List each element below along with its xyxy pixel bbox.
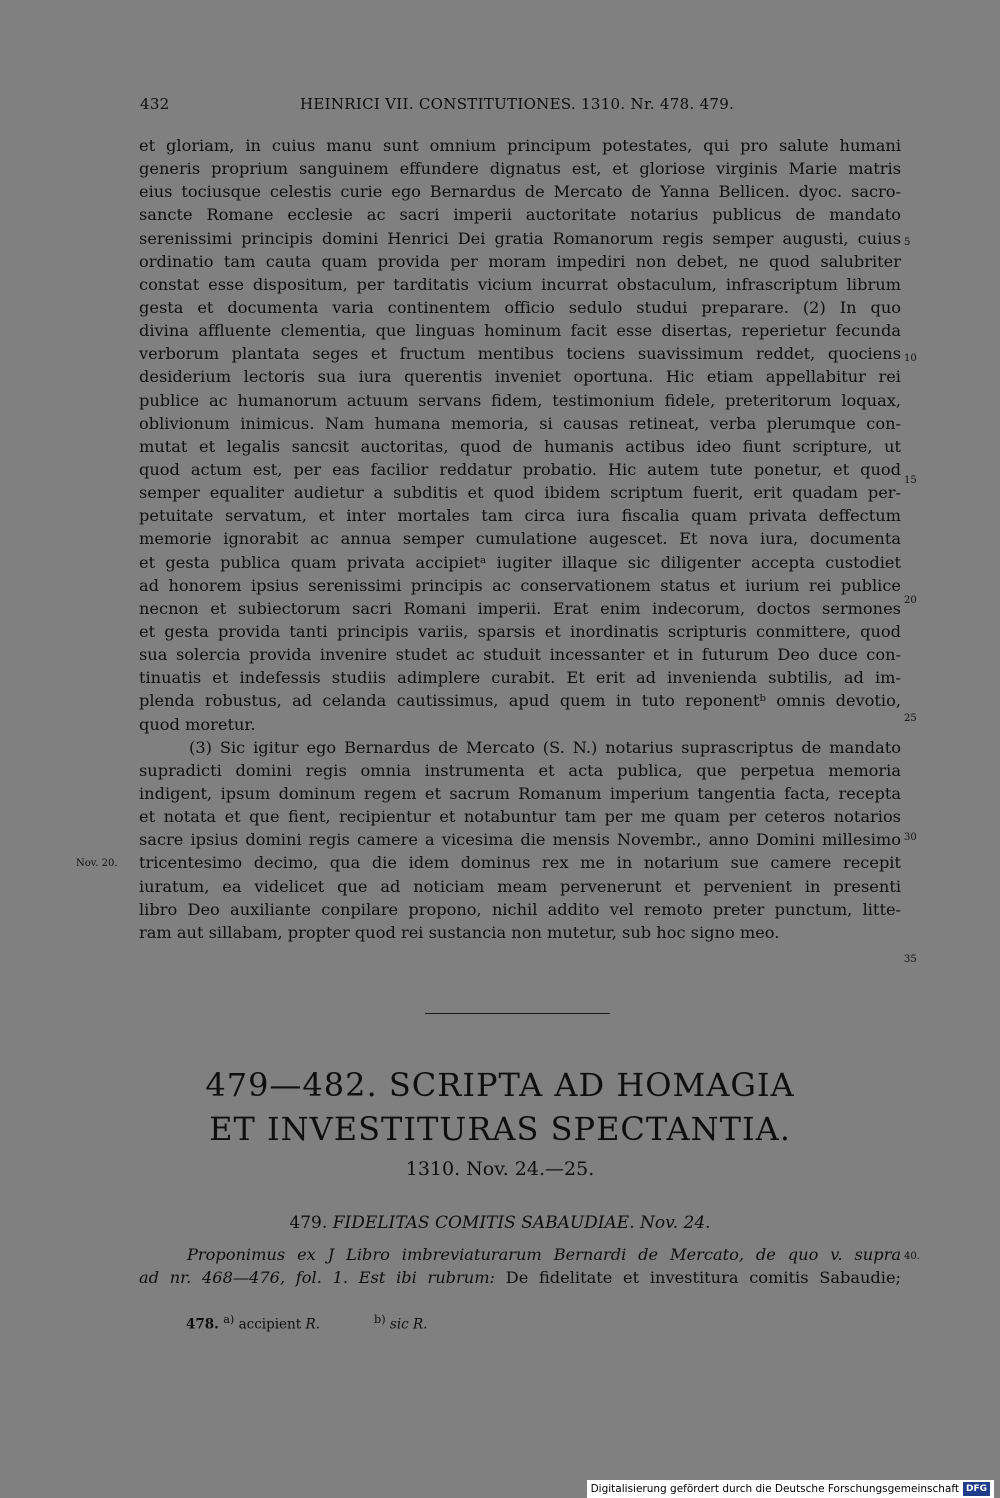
footnote-text: accipient bbox=[238, 1316, 302, 1333]
intro-line bbox=[139, 1266, 901, 1289]
text-line: desiderium lectoris sua iura querentis inveniet oportuna. Hic etiam appellabitur rei bbox=[139, 367, 901, 387]
footnote-b bbox=[374, 1313, 427, 1333]
text-line: gesta et documenta varia continentem officio sedulo studui preparare. (2) In quo bbox=[139, 297, 901, 317]
document-date: Nov. 24. bbox=[640, 1213, 711, 1233]
main-text bbox=[139, 134, 901, 944]
text-line: ordinatio tam cauta quam provida per moram impediri non debet, ne quod salubriter bbox=[139, 251, 901, 271]
text-line: necnon et subiectorum sacri Romani imperii. Erat enim indecorum, doctos sermones bbox=[139, 598, 901, 618]
footer-credit bbox=[587, 1480, 994, 1498]
line-number: 35 bbox=[904, 954, 917, 965]
line-number: 5 bbox=[904, 237, 911, 248]
margin-note: Nov. 20. bbox=[76, 858, 118, 869]
text-line: eius tociusque celestis curie ego Bernardus de Mercato de Yanna Bellicen. dyoc. sacro- bbox=[139, 182, 901, 202]
text-line: iuratum, ea videlicet que ad noticiam meam pervenerunt et pervenient in presenti bbox=[139, 876, 901, 896]
line-number: 15 bbox=[904, 475, 917, 486]
document-number: 479. bbox=[289, 1213, 328, 1233]
document-title: FIDELITAS COMITIS SABAUDIAE. bbox=[332, 1213, 635, 1233]
text-line: serenissimi principis domini Henrici Dei gratia Romanorum regis semper augusti, cuius bbox=[139, 228, 901, 248]
text-line: ram aut sillabam, propter quod rei sustancia non mutetur, sub hoc signo meo. bbox=[139, 922, 780, 942]
text-line: (3) Sic igitur ego Bernardus de Mercato (S. N.) notarius suprascriptus de mandato bbox=[189, 737, 901, 757]
text-line: constat esse dispositum, per tarditatis vicium incurrat obstaculum, infrascriptum librum bbox=[139, 274, 901, 294]
line-number: 10 bbox=[904, 353, 917, 364]
text-line: oblivionum inimicus. Nam humana memoria, si causas retineat, verba plerumque con- bbox=[139, 413, 901, 433]
text-line: petuitate servatum, et inter mortales tam circa iura fiscalia quam privata deffectum bbox=[139, 506, 901, 526]
text-line: divina affluente clementia, que linguas hominum facit esse disertas, reperietur fecunda bbox=[139, 321, 901, 341]
footnote-siglum: R. bbox=[305, 1316, 320, 1333]
text-line: sancte Romane ecclesie ac sacri imperii auctoritate notarius publicus de mandato bbox=[139, 205, 901, 225]
footnote-text: sic R. bbox=[389, 1316, 428, 1333]
section-title-line-2: ET INVESTITURAS SPECTANTIA. bbox=[209, 1110, 791, 1148]
text-line: quod actum est, per eas facilior reddatur probatio. Hic autem tute ponetur, et quod bbox=[139, 459, 901, 479]
text-line: publice ac humanorum actuum servans fidem, testimonium fidele, preteritorum loquax, bbox=[139, 390, 901, 410]
text-line: memorie ignorabit ac annua semper cumulatione augescet. Et nova iura, documenta bbox=[139, 529, 901, 549]
document-intro bbox=[139, 1243, 901, 1289]
separator-rule bbox=[425, 1013, 610, 1014]
text-line: plenda robustus, ad celanda cautissimus, apud quem in tuto reponentᵇ omnis devotio, bbox=[139, 691, 901, 711]
text-line: ad honorem ipsius serenissimi principis ac conservationem status et iurium rei publice bbox=[139, 575, 901, 595]
text-line: indigent, ipsum dominum regem et sacrum Romanum imperium tangentia facta, recepta bbox=[139, 783, 901, 803]
text-line: et notata et que fient, recipientur et notabuntur tam per me quam per ceteros notarios bbox=[139, 807, 901, 827]
running-title: HEINRICI VII. CONSTITUTIONES. 1310. Nr. 478. 479. bbox=[300, 95, 735, 113]
text-line: et gesta publica quam privata accipietᵃ iugiter illaque sic diligenter accepta custodiet bbox=[139, 552, 901, 572]
line-number: 25 bbox=[904, 713, 917, 724]
footnote-mark: a) bbox=[223, 1313, 235, 1326]
text-line: sua solercia provida invenire studet ac studuit incessanter et in futurum Deo duce con- bbox=[139, 645, 901, 665]
footnote-mark: b) bbox=[374, 1313, 386, 1326]
text-line: tricentesimo decimo, qua die idem dominus rex me in notarium sue camere recepit bbox=[139, 853, 901, 873]
line-number: 30 bbox=[904, 832, 917, 843]
footnote-ref: 478. bbox=[186, 1316, 219, 1333]
text-line: sacre ipsius domini regis camere a vicesima die mensis Novembr., anno Domini millesimo bbox=[139, 830, 901, 850]
section-date: 1310. Nov. 24.—25. bbox=[405, 1158, 595, 1180]
text-line: tinuatis et indefessis studiis adimplere curabit. Et erit ad invenienda subtilis, ad im- bbox=[139, 668, 901, 688]
text-line: supradicti domini regis omnia instrumenta et acta publica, que perpetua memoria bbox=[139, 760, 901, 780]
text-line: mutat et legalis sancsit auctoritas, quod de humanis actibus ideo fiunt scripture, ut bbox=[139, 436, 901, 456]
text-line: semper equaliter audietur a subditis et quod ibidem scriptum fuerit, erit quadam per- bbox=[139, 483, 901, 503]
intro-italic: ad nr. 468—476, fol. 1. Est ibi rubrum: bbox=[139, 1268, 496, 1288]
text-line: et gesta provida tanti principis variis, sparsis et inordinatis scripturis conmittere, quod bbox=[139, 621, 901, 641]
text-line: verborum plantata seges et fructum mentibus tociens suavissimum reddet, quociens bbox=[139, 344, 901, 364]
footnote-a bbox=[186, 1313, 320, 1333]
text-line: generis proprium sanguinem effundere dignatus est, et gloriose virginis Marie matris bbox=[139, 159, 901, 179]
intro-line: Proponimus ex J Libro imbreviaturarum Bernardi de Mercato, de quo v. supra bbox=[187, 1245, 901, 1264]
document-heading bbox=[0, 1213, 1000, 1233]
text-line: libro Deo auxiliante conpilare propono, nichil addito vel remoto preter punctum, litte- bbox=[139, 899, 901, 919]
line-number: 40. bbox=[904, 1251, 920, 1262]
footer-text: Digitalisierung gefördert durch die Deutsche Forschungsgemeinschaft bbox=[590, 1483, 959, 1495]
text-line: quod moretur. bbox=[139, 714, 256, 734]
dfg-logo: DFG bbox=[963, 1482, 990, 1496]
section-title-line-1: 479—482. SCRIPTA AD HOMAGIA bbox=[205, 1066, 795, 1104]
line-number: 20 bbox=[904, 595, 917, 606]
page-number: 432 bbox=[140, 95, 170, 113]
text-line: et gloriam, in cuius manu sunt omnium principum potestates, qui pro salute humani bbox=[139, 136, 901, 155]
intro-roman: De fidelitate et investitura comitis Sabaudie; bbox=[505, 1268, 901, 1288]
